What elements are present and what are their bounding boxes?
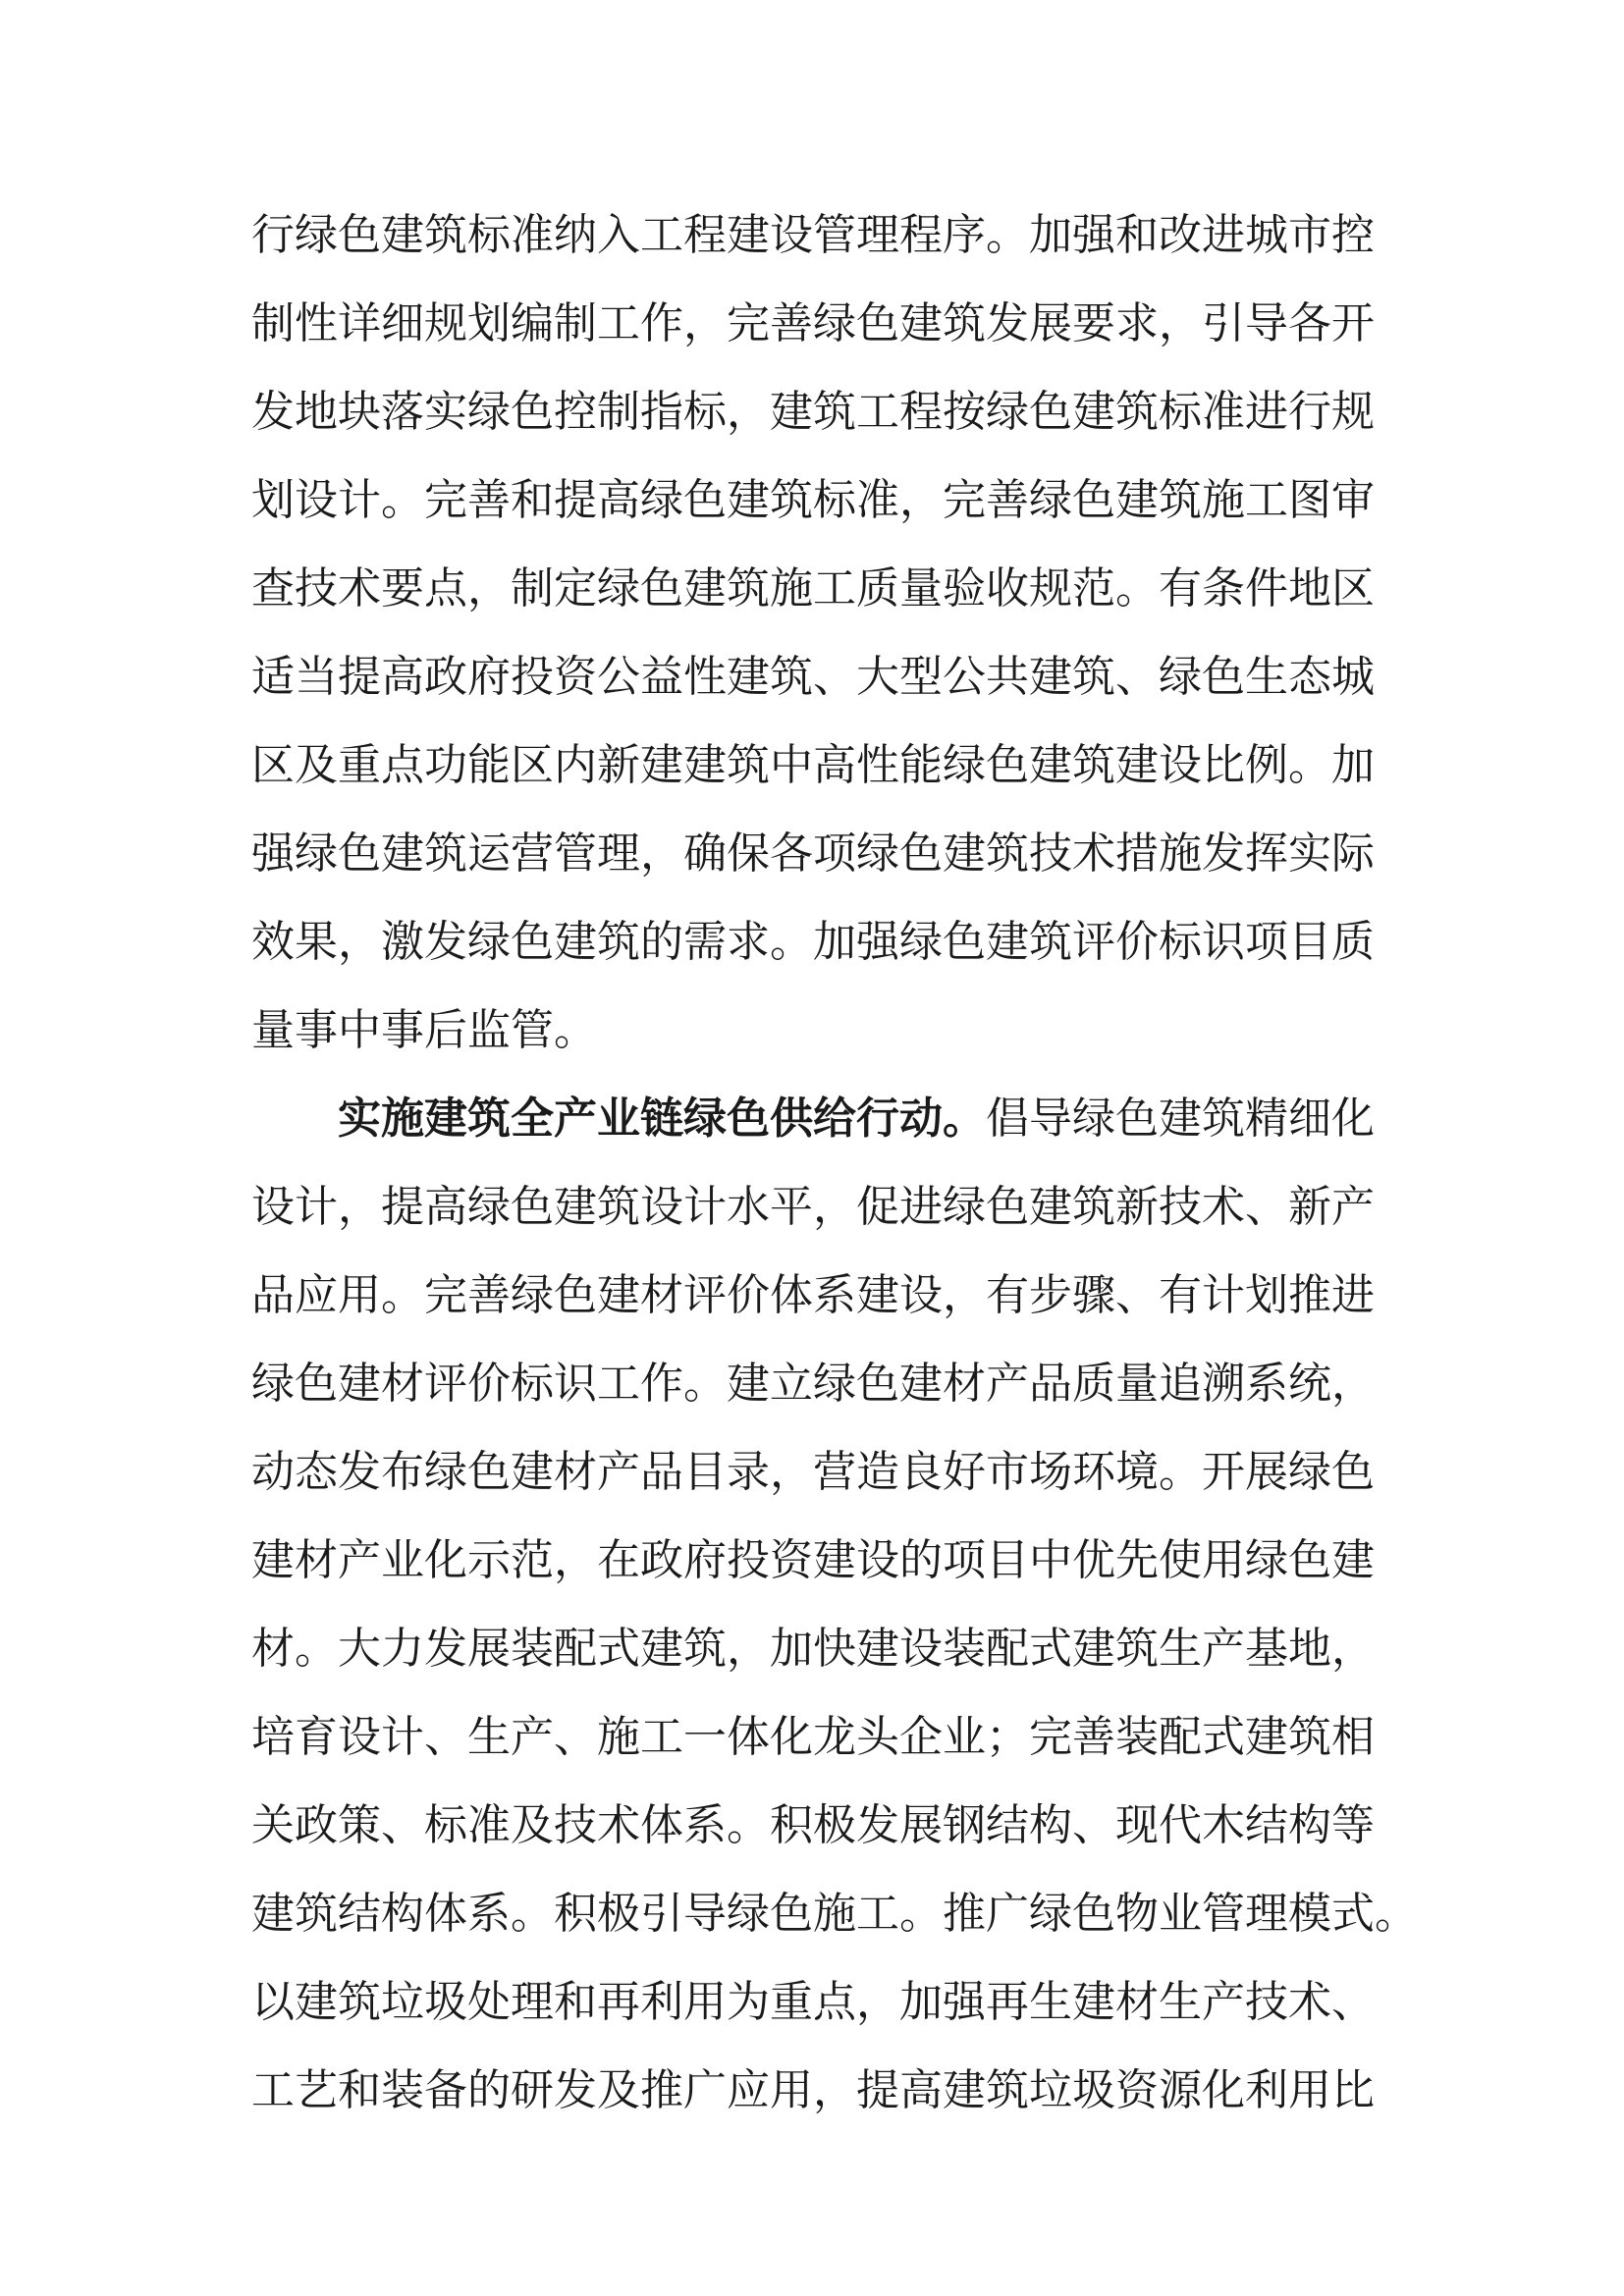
paragraph-2-line-5: 动态发布绿色建材产品目录，营造良好市场环境。开展绿色 <box>251 1447 1375 1497</box>
paragraph-1-line-7: 区及重点功能区内新建建筑中高性能绿色建筑建设比例。加 <box>251 740 1375 790</box>
paragraph-2-line-9: 关政策、标准及技术体系。积极发展钢结构、现代木结构等 <box>251 1800 1375 1850</box>
paragraph-2-line-8: 培育设计、生产、施工一体化龙头企业；完善装配式建筑相 <box>251 1712 1375 1762</box>
paragraph-1-line-4: 划设计。完善和提高绿色建筑标准，完善绿色建筑施工图审 <box>251 475 1375 525</box>
paragraph-2-line-11: 以建筑垃圾处理和再利用为重点，加强再生建材生产技术、 <box>251 1977 1375 2027</box>
paragraph-2-line-10: 建筑结构体系。积极引导绿色施工。推广绿色物业管理模式。 <box>251 1889 1418 1939</box>
paragraph-1-line-3: 发地块落实绿色控制指标，建筑工程按绿色建筑标准进行规 <box>251 387 1375 437</box>
paragraph-2-line-7: 材。大力发展装配式建筑，加快建设装配式建筑生产基地， <box>251 1624 1375 1674</box>
paragraph-1-line-10: 量事中事后监管。 <box>251 1005 597 1055</box>
paragraph-1-line-6: 适当提高政府投资公益性建筑、大型公共建筑、绿色生态城 <box>251 652 1375 702</box>
paragraph-2-first-line <box>338 1090 1375 1148</box>
paragraph-2-lead-heading: 实施建筑全产业链绿色供给行动。 <box>338 1094 986 1144</box>
paragraph-2-line-3: 品应用。完善绿色建材评价体系建设，有步骤、有计划推进 <box>251 1270 1375 1320</box>
paragraph-1-line-9: 效果，激发绿色建筑的需求。加强绿色建筑评价标识项目质 <box>251 917 1375 967</box>
paragraph-2-first-line-rest: 倡导绿色建筑精细化 <box>986 1094 1375 1144</box>
paragraph-1-line-5: 查技术要点，制定绿色建筑施工质量验收规范。有条件地区 <box>251 563 1375 614</box>
paragraph-1-line-1: 行绿色建筑标准纳入工程建设管理程序。加强和改进城市控 <box>251 210 1375 260</box>
paragraph-2-line-12: 工艺和装备的研发及推广应用，提高建筑垃圾资源化利用比 <box>251 2065 1375 2115</box>
paragraph-2-line-4: 绿色建材评价标识工作。建立绿色建材产品质量追溯系统， <box>251 1359 1375 1409</box>
paragraph-1-line-2: 制性详细规划编制工作，完善绿色建筑发展要求，引导各开 <box>251 298 1375 348</box>
paragraph-2-line-6: 建材产业化示范，在政府投资建设的项目中优先使用绿色建 <box>251 1535 1375 1585</box>
paragraph-1-line-8: 强绿色建筑运营管理，确保各项绿色建筑技术措施发挥实际 <box>251 828 1375 879</box>
paragraph-2-line-2: 设计，提高绿色建筑设计水平，促进绿色建筑新技术、新产 <box>251 1182 1375 1232</box>
